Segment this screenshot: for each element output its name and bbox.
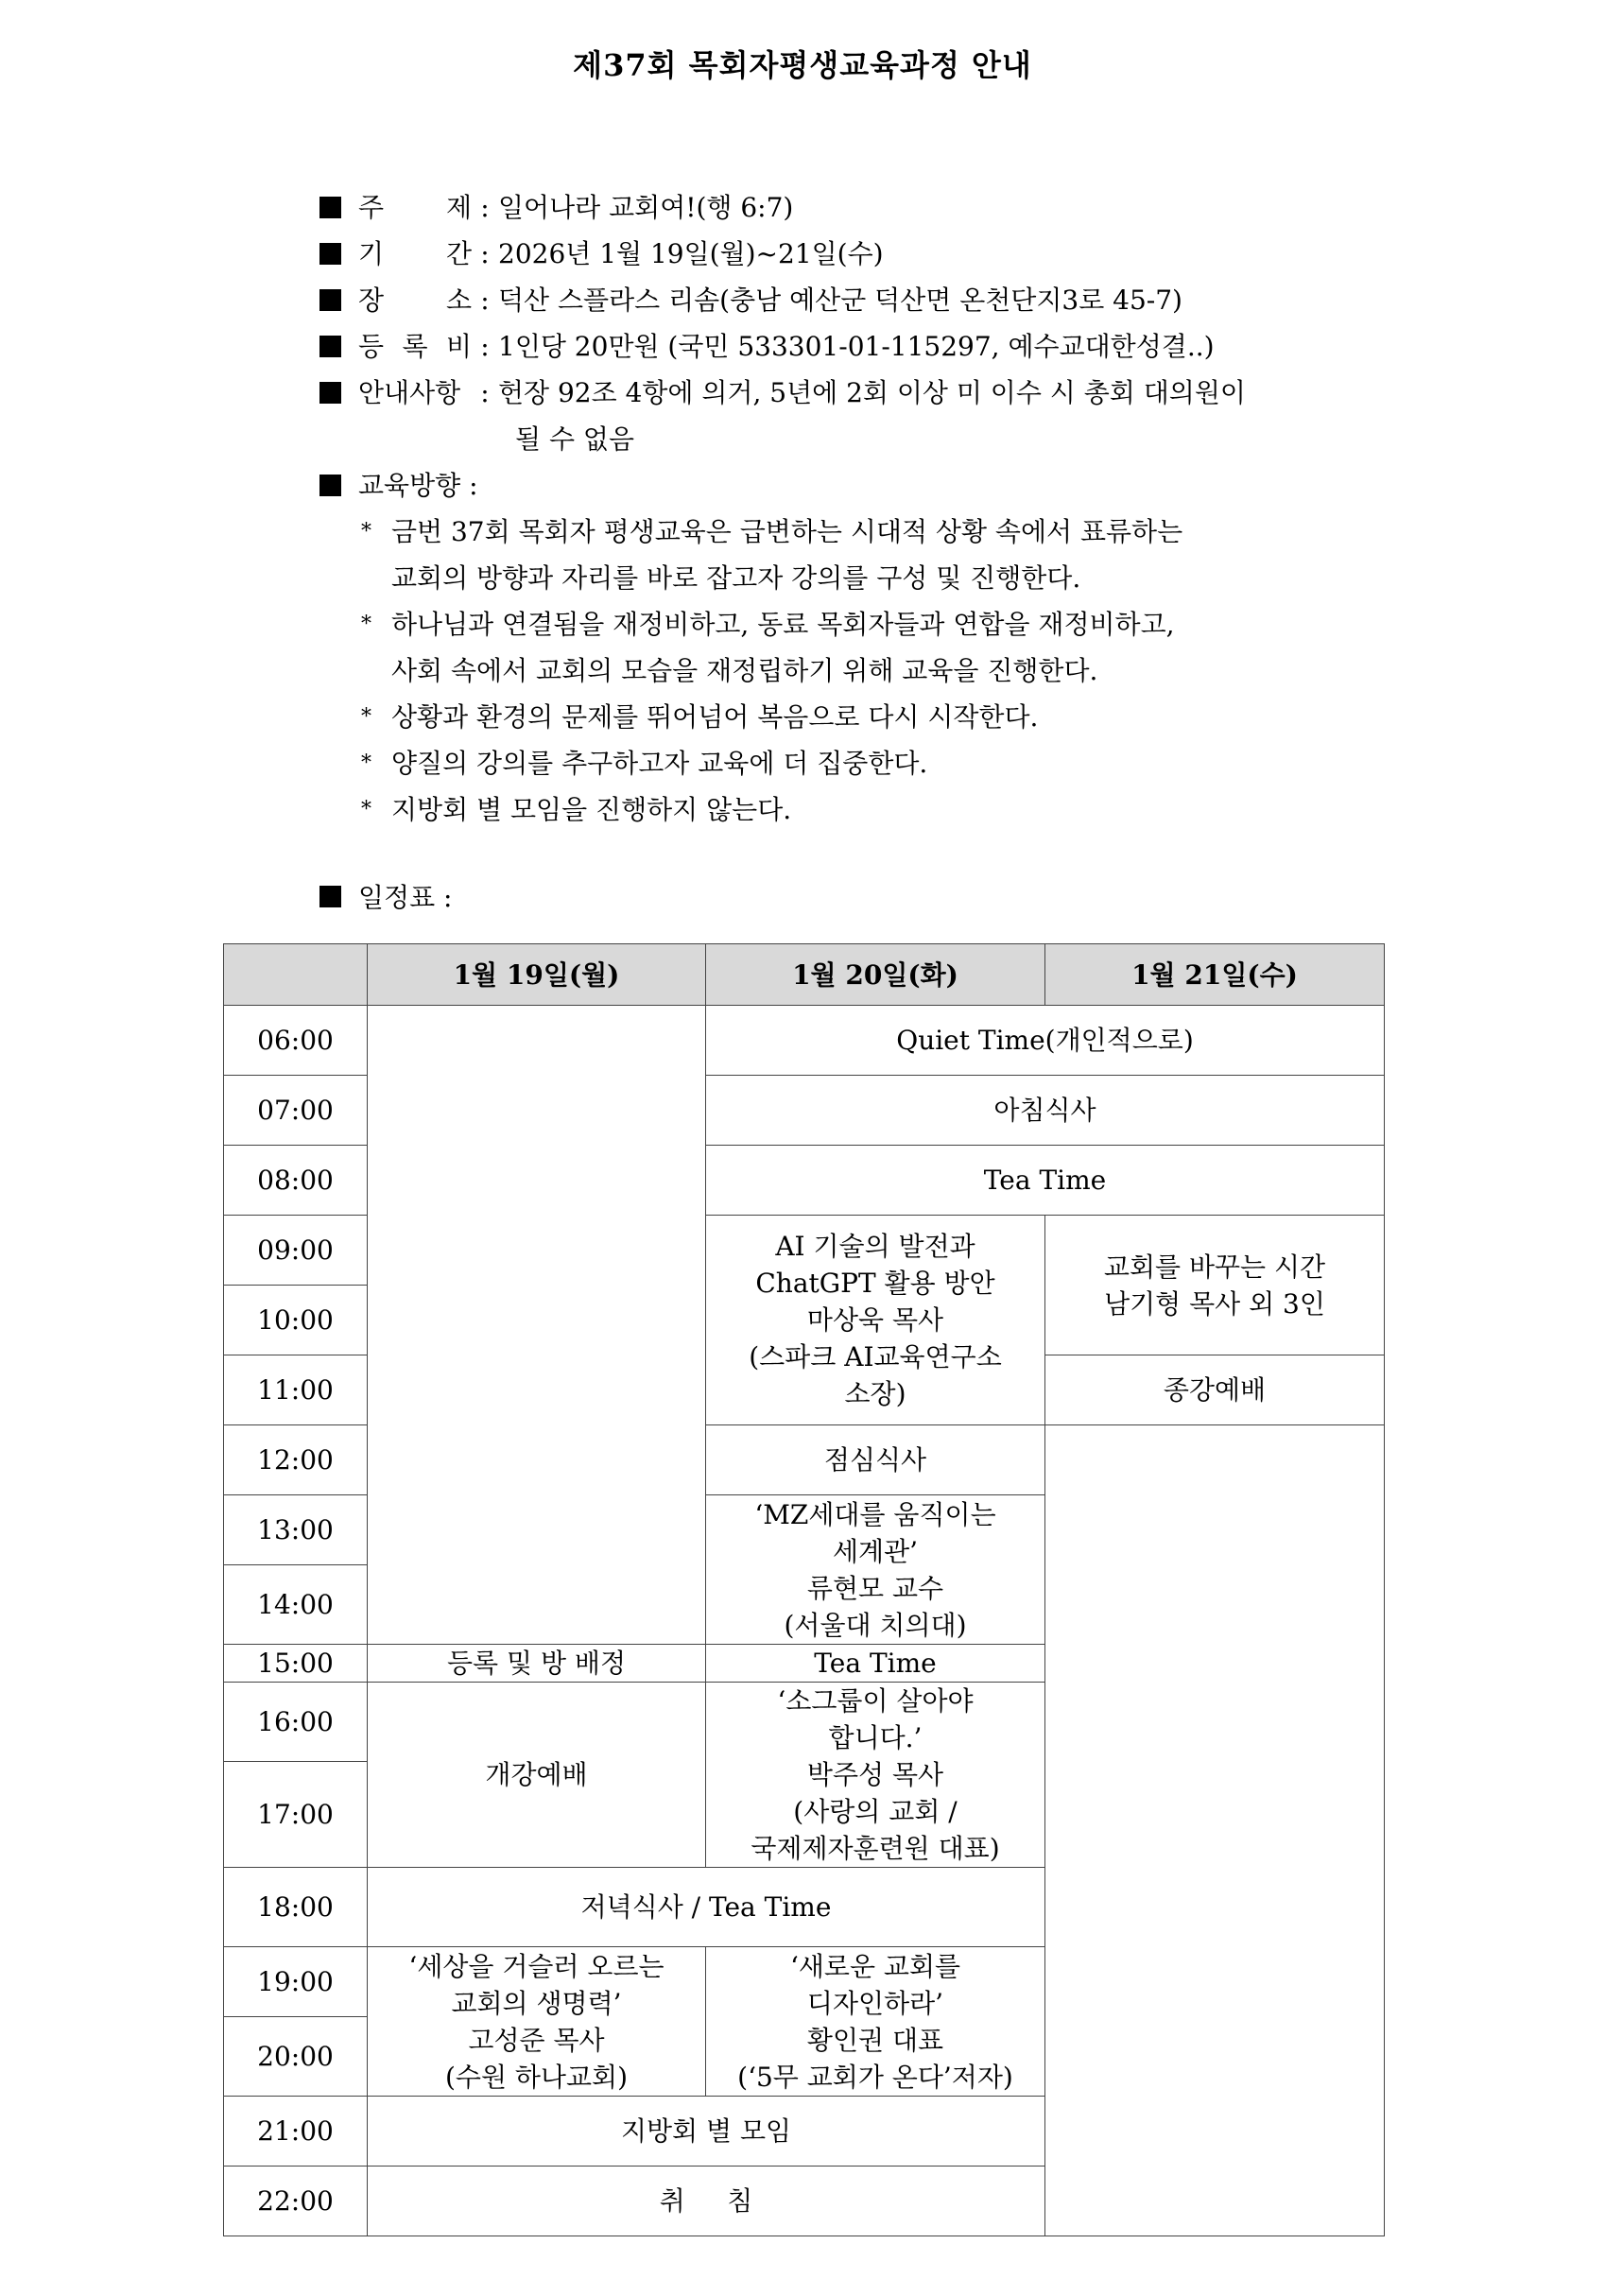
asterisk-bullet-icon: * bbox=[361, 751, 371, 775]
time-cell: 15:00 bbox=[224, 1645, 368, 1683]
time-cell: 21:00 bbox=[224, 2097, 368, 2167]
bedtime-cell: 취 침 bbox=[368, 2167, 1045, 2236]
time-cell: 16:00 bbox=[224, 1683, 368, 1762]
direction-item: * 지방회 별 모임을 진행하지 않는다. bbox=[361, 786, 1416, 833]
day-header: 1월 20일(화) bbox=[706, 944, 1045, 1006]
day-header: 1월 21일(수) bbox=[1045, 944, 1385, 1006]
square-bullet-icon bbox=[319, 197, 341, 218]
notice-value: 헌장 92조 4항에 의거, 5년에 2회 이상 미 이수 시 총회 대의원이 bbox=[498, 377, 1246, 408]
mz-lecture-cell: ‘MZ세대를 움직이는 세계관’ 류현모 교수 (서울대 치의대) bbox=[706, 1495, 1045, 1645]
time-cell: 12:00 bbox=[224, 1425, 368, 1495]
tea-time-pm-cell: Tea Time bbox=[706, 1645, 1045, 1683]
time-cell: 17:00 bbox=[224, 1761, 368, 1867]
ai-lecture-cell: AI 기술의 발전과 ChatGPT 활용 방안 마상욱 목사 (스파크 AI교육연구소 소장) bbox=[706, 1216, 1045, 1425]
info-section bbox=[319, 184, 1416, 833]
lunch-cell: 점심식사 bbox=[706, 1425, 1045, 1495]
time-cell: 19:00 bbox=[224, 1947, 368, 2017]
asterisk-bullet-icon: * bbox=[361, 705, 371, 729]
day-header: 1월 19일(월) bbox=[368, 944, 706, 1006]
square-bullet-icon bbox=[319, 336, 341, 357]
notice-label: 안내사항 bbox=[358, 377, 461, 408]
time-cell: 08:00 bbox=[224, 1146, 368, 1216]
time-cell: 18:00 bbox=[224, 1868, 368, 1947]
time-cell: 22:00 bbox=[224, 2167, 368, 2236]
header-corner bbox=[224, 944, 368, 1006]
district-meeting-cell: 지방회 별 모임 bbox=[368, 2097, 1045, 2167]
fee-label: 등 록 비 bbox=[358, 331, 472, 362]
direction-item: * 하나님과 연결됨을 재정비하고, 동료 목회자들과 연합을 재정비하고, 사회 속에서 교회의 모습을 재정립하기 위해 교육을 진행한다. bbox=[361, 601, 1416, 694]
change-church-cell: 교회를 바꾸는 시간 남기형 목사 외 3인 bbox=[1045, 1216, 1385, 1355]
page-title: 제37회 목회자평생교육과정 안내 bbox=[573, 47, 1032, 83]
direction-list bbox=[319, 509, 1416, 833]
theme-label: 주 제 bbox=[358, 192, 472, 223]
asterisk-bullet-icon: * bbox=[361, 520, 371, 544]
info-venue: 장 소 : 덕산 스플라스 리솜(충남 예산군 덕산면 온천단지3로 45-7) bbox=[319, 277, 1416, 323]
breakfast-cell: 아침식사 bbox=[706, 1076, 1385, 1146]
evening-lecture-1-cell: ‘세상을 거슬러 오르는 교회의 생명력’ 고성준 목사 (수원 하나교회) bbox=[368, 1947, 706, 2097]
info-period: 기 간 : 2026년 1월 19일(월)~21일(수) bbox=[319, 231, 1416, 277]
time-cell: 06:00 bbox=[224, 1006, 368, 1076]
time-cell: 11:00 bbox=[224, 1355, 368, 1425]
square-bullet-icon bbox=[319, 475, 341, 496]
period-label: 기 간 bbox=[358, 238, 472, 269]
time-cell: 10:00 bbox=[224, 1286, 368, 1355]
tea-time-am-cell: Tea Time bbox=[706, 1146, 1385, 1216]
schedule-table bbox=[223, 943, 1385, 2236]
notice-value-cont: 될 수 없음 bbox=[515, 423, 634, 455]
time-cell: 09:00 bbox=[224, 1216, 368, 1286]
quiet-time-cell: Quiet Time(개인적으로) bbox=[706, 1006, 1385, 1076]
square-bullet-icon bbox=[319, 382, 341, 404]
direction-item: * 양질의 강의를 추구하고자 교육에 더 집중한다. bbox=[361, 740, 1416, 786]
closing-worship-cell: 종강예배 bbox=[1045, 1355, 1385, 1425]
day3-empty-cell bbox=[1045, 1425, 1385, 2236]
registration-cell: 등록 및 방 배정 bbox=[368, 1645, 706, 1683]
period-value: 2026년 1월 19일(월)~21일(수) bbox=[498, 238, 884, 269]
info-theme: 주 제 : 일어나라 교회여!(행 6:7) bbox=[319, 184, 1416, 231]
info-notice: 안내사항 : 헌장 92조 4항에 의거, 5년에 2회 이상 미 이수 시 총회 대의원이 bbox=[319, 370, 1416, 416]
opening-worship-cell: 개강예배 bbox=[368, 1683, 706, 1868]
venue-label: 장 소 bbox=[358, 285, 472, 316]
time-cell: 07:00 bbox=[224, 1076, 368, 1146]
time-cell: 20:00 bbox=[224, 2017, 368, 2097]
time-cell: 13:00 bbox=[224, 1495, 368, 1565]
direction-item: * 상황과 환경의 문제를 뛰어넘어 복음으로 다시 시작한다. bbox=[361, 694, 1416, 740]
asterisk-bullet-icon: * bbox=[361, 613, 371, 636]
info-direction bbox=[319, 462, 1416, 509]
evening-lecture-2-cell: ‘새로운 교회를 디자인하라’ 황인권 대표 (‘5무 교회가 온다’저자) bbox=[706, 1947, 1045, 2097]
venue-value: 덕산 스플라스 리솜(충남 예산군 덕산면 온천단지3로 45-7) bbox=[498, 285, 1182, 316]
direction-label: 교육방향 : bbox=[358, 470, 478, 501]
table-row bbox=[224, 1006, 1385, 1076]
schedule-header-row bbox=[224, 944, 1385, 1006]
time-cell: 14:00 bbox=[224, 1565, 368, 1645]
dinner-cell: 저녁식사 / Tea Time bbox=[368, 1868, 1045, 1947]
direction-item: * 금번 37회 목회자 평생교육은 급변하는 시대적 상황 속에서 표류하는 교회의 방향과 자리를 바로 잡고자 강의를 구성 및 진행한다. bbox=[361, 509, 1416, 601]
schedule-heading: 일정표 : bbox=[319, 877, 452, 915]
info-fee: 등 록 비 : 1인당 20만원 (국민 533301-01-115297, 예수교대한성결..) bbox=[319, 323, 1416, 370]
square-bullet-icon bbox=[319, 243, 341, 265]
small-group-lecture-cell: ‘소그룹이 살아야 합니다.’ 박주성 목사 (사랑의 교회 / 국제제자훈련원 대표) bbox=[706, 1683, 1045, 1868]
square-bullet-icon bbox=[319, 886, 341, 907]
day1-empty-cell bbox=[368, 1006, 706, 1645]
square-bullet-icon bbox=[319, 289, 341, 311]
asterisk-bullet-icon: * bbox=[361, 798, 371, 821]
fee-value: 1인당 20만원 (국민 533301-01-115297, 예수교대한성결..) bbox=[498, 331, 1215, 362]
theme-value: 일어나라 교회여!(행 6:7) bbox=[498, 192, 794, 223]
